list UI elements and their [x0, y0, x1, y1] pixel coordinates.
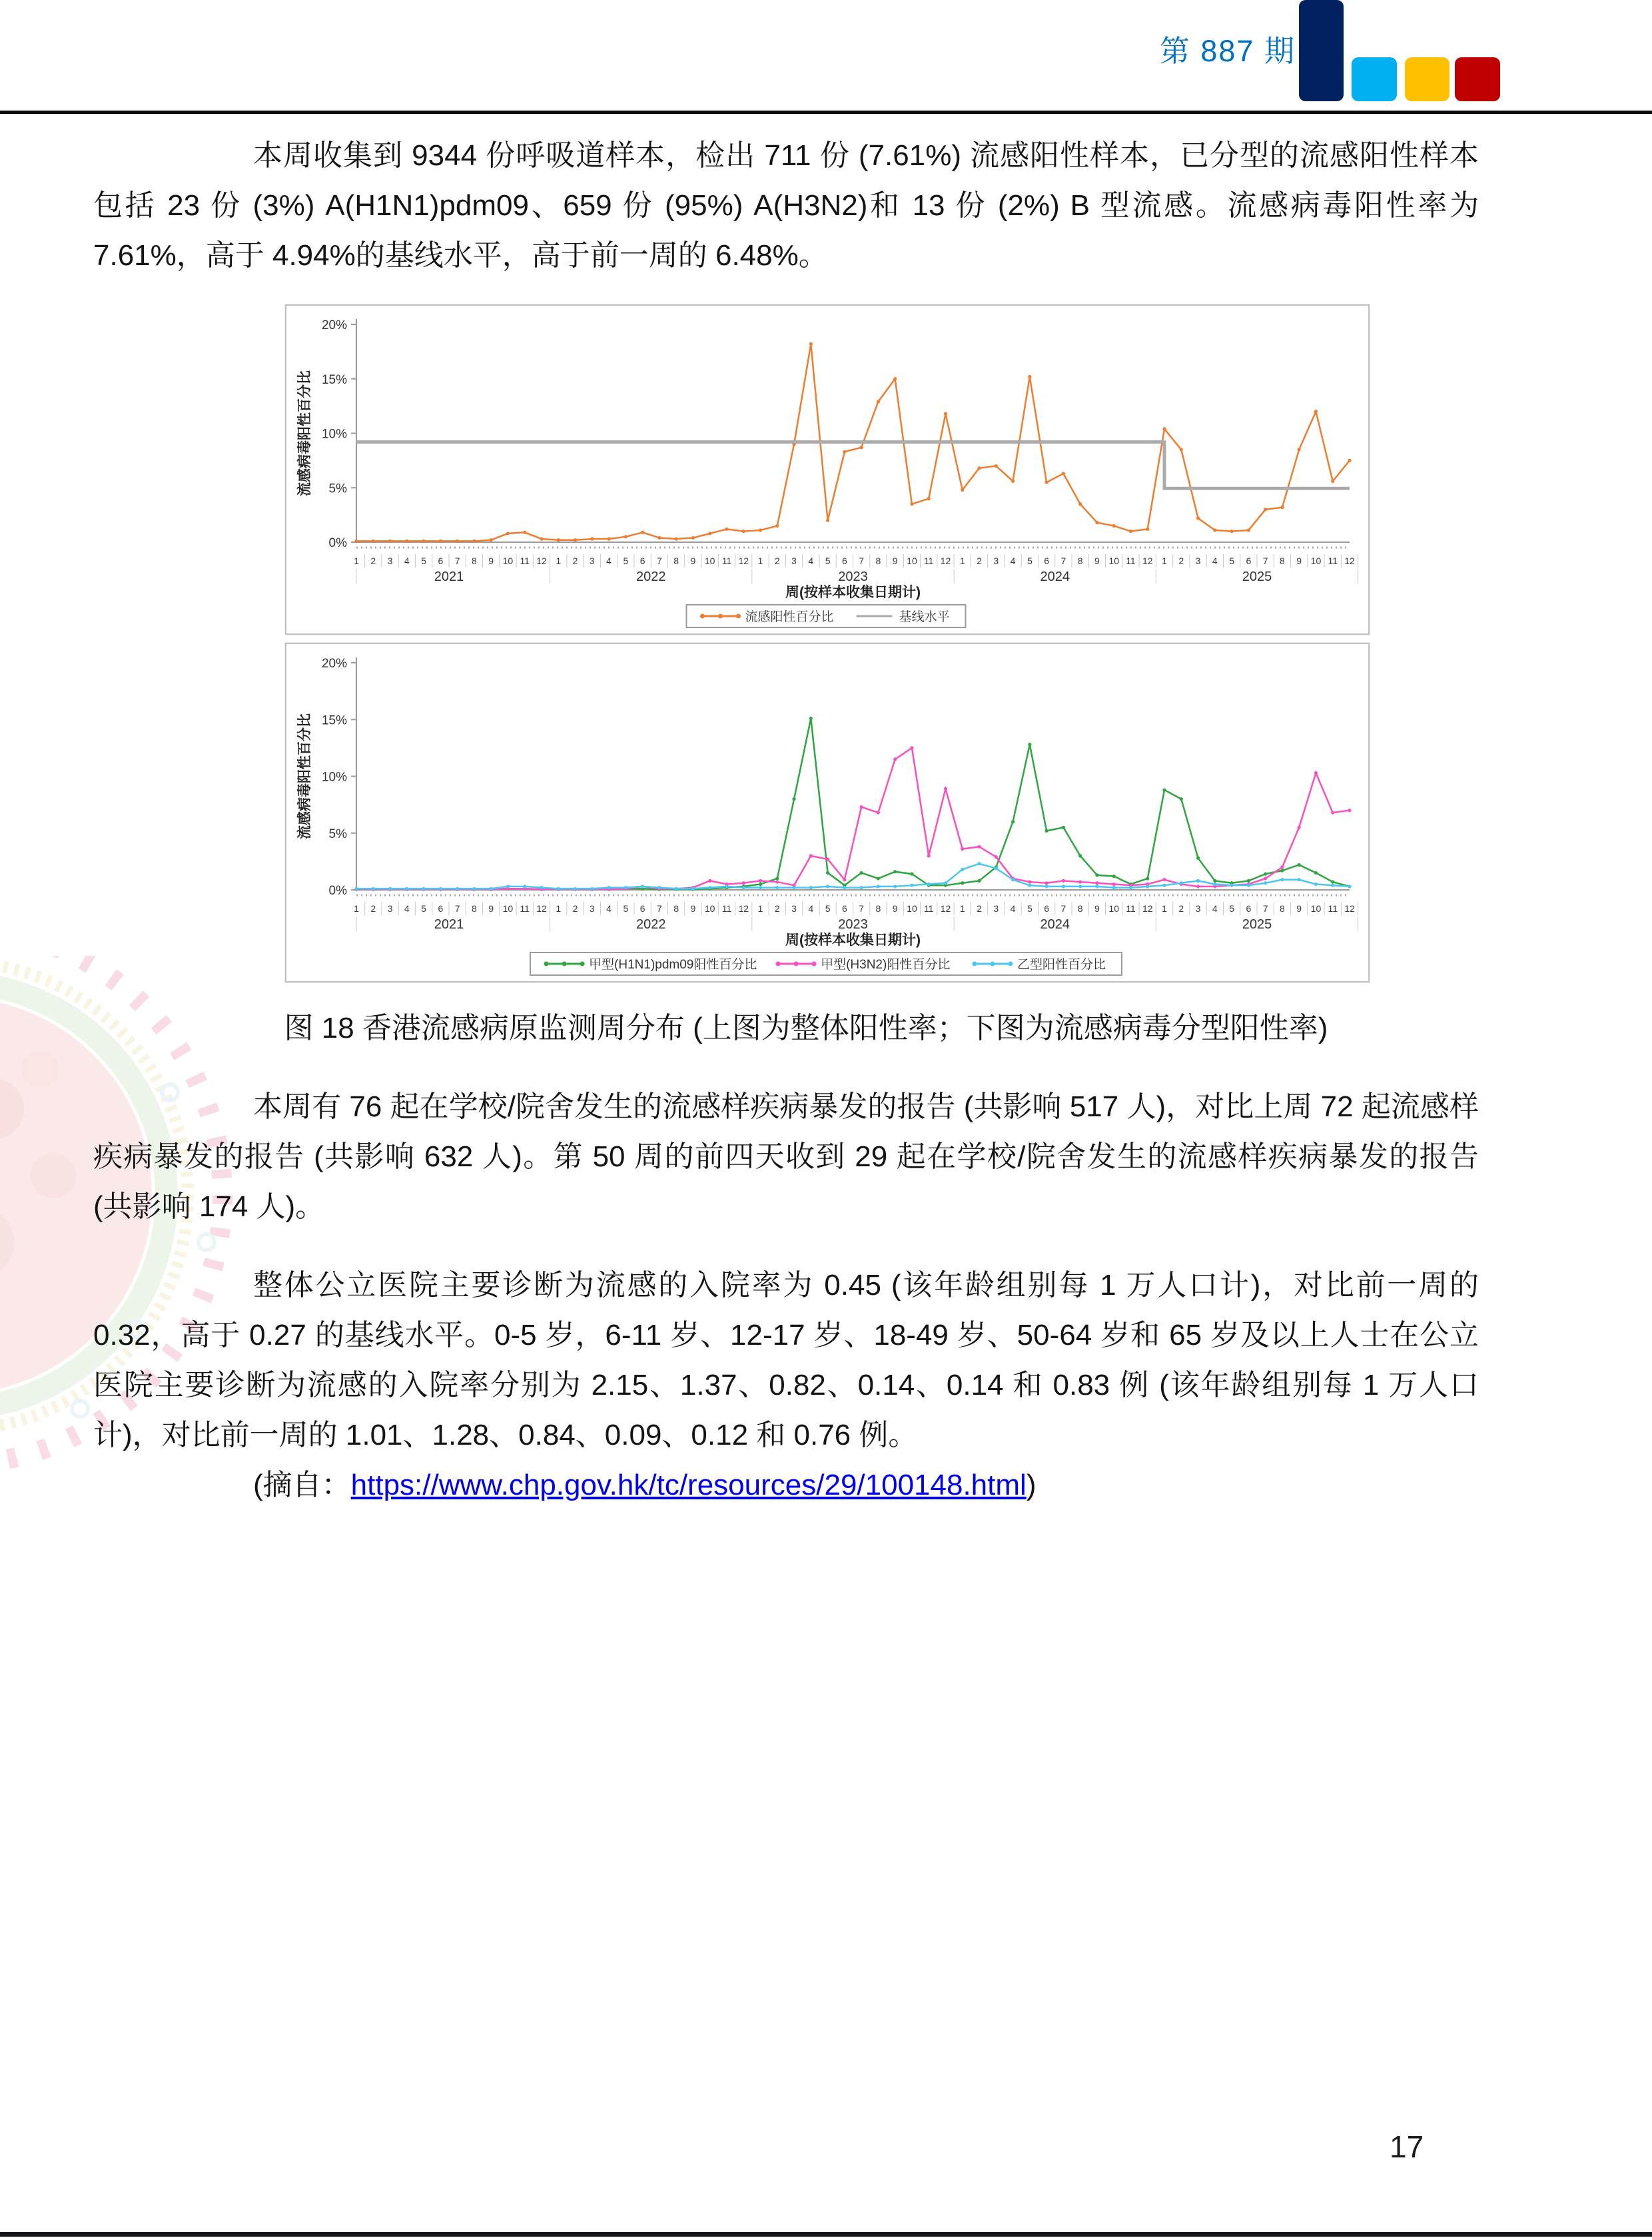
svg-text:4: 4	[606, 903, 612, 915]
svg-text:3: 3	[993, 556, 999, 567]
page-content	[0, 131, 1652, 1510]
svg-text:4: 4	[1212, 556, 1218, 567]
svg-text:11: 11	[1126, 556, 1136, 567]
svg-text:3: 3	[791, 903, 797, 915]
svg-text:8: 8	[875, 903, 881, 915]
source-link[interactable]: https://www.chp.gov.hk/tc/resources/29/100148.html	[350, 1468, 1027, 1501]
svg-text:1: 1	[757, 903, 763, 915]
svg-text:7: 7	[454, 903, 460, 915]
svg-text:6: 6	[841, 556, 847, 567]
svg-text:2: 2	[572, 903, 578, 915]
subtype-positivity-chart	[285, 643, 1370, 982]
paragraph-outbreak-report: 本周有 76 起在学校/院舍发生的流感样疾病暴发的报告 (共影响 517 人)，对比上周 72 起流感样疾病暴发的报告 (共影响 632 人)。第 50 周的前四天收到 29 起在学校/院舍发生的流感样疾病暴发的报告 (共影响 174 人)。	[93, 1090, 1479, 1223]
deco-block-lightblue	[1352, 57, 1397, 101]
svg-text:4: 4	[1010, 556, 1016, 567]
svg-text:2025: 2025	[1242, 917, 1272, 933]
svg-text:11: 11	[520, 903, 530, 915]
svg-text:甲型(H3N2)阳性百分比: 甲型(H3N2)阳性百分比	[821, 958, 951, 972]
svg-text:12: 12	[940, 903, 951, 915]
svg-text:10: 10	[907, 556, 917, 567]
svg-text:1: 1	[1162, 556, 1167, 567]
svg-text:15%: 15%	[321, 373, 347, 388]
svg-text:8: 8	[471, 556, 477, 567]
svg-text:5: 5	[1229, 556, 1235, 567]
svg-text:11: 11	[1328, 556, 1338, 567]
svg-text:2: 2	[977, 903, 982, 915]
svg-text:10%: 10%	[321, 770, 347, 785]
svg-text:0%: 0%	[328, 536, 347, 551]
svg-text:乙型阳性百分比: 乙型阳性百分比	[1017, 958, 1106, 972]
svg-text:3: 3	[1195, 903, 1201, 915]
svg-text:6: 6	[438, 903, 444, 915]
svg-text:1: 1	[556, 903, 562, 915]
svg-text:10: 10	[1310, 556, 1322, 567]
svg-text:2: 2	[370, 556, 376, 567]
svg-text:1: 1	[959, 556, 965, 567]
svg-text:5: 5	[825, 556, 831, 567]
deco-block-yellow	[1405, 57, 1449, 101]
svg-text:2023: 2023	[838, 917, 868, 933]
svg-text:10: 10	[502, 903, 514, 915]
svg-text:2021: 2021	[434, 569, 464, 585]
svg-text:8: 8	[1077, 903, 1083, 915]
svg-text:5: 5	[1229, 903, 1235, 915]
svg-text:11: 11	[1126, 903, 1136, 915]
svg-text:7: 7	[859, 556, 865, 567]
svg-text:7: 7	[859, 903, 865, 915]
svg-text:8: 8	[673, 903, 679, 915]
svg-text:11: 11	[721, 556, 732, 567]
svg-text:9: 9	[488, 556, 494, 567]
svg-text:8: 8	[471, 903, 477, 915]
series-line	[356, 864, 1350, 889]
svg-text:2021: 2021	[434, 917, 464, 933]
svg-text:9: 9	[1094, 556, 1100, 567]
svg-text:12: 12	[536, 556, 547, 567]
svg-text:5%: 5%	[328, 482, 347, 496]
svg-text:9: 9	[488, 903, 494, 915]
svg-text:3: 3	[791, 556, 797, 567]
svg-text:3: 3	[589, 903, 595, 915]
svg-text:10: 10	[704, 556, 715, 567]
figure-18-flu-surveillance-charts	[285, 304, 1370, 982]
svg-text:9: 9	[892, 903, 898, 915]
svg-text:8: 8	[1280, 556, 1285, 567]
svg-text:10: 10	[704, 903, 715, 915]
svg-text:周(按样本收集日期计): 周(按样本收集日期计)	[785, 933, 921, 948]
svg-text:1: 1	[1162, 903, 1167, 915]
svg-text:12: 12	[738, 903, 749, 915]
svg-text:9: 9	[892, 556, 898, 567]
svg-text:6: 6	[1246, 556, 1252, 567]
svg-text:9: 9	[1296, 556, 1302, 567]
svg-text:5: 5	[1027, 556, 1032, 567]
svg-text:8: 8	[1077, 556, 1083, 567]
deco-block-navy	[1299, 0, 1344, 101]
svg-text:甲型(H1N1)pdm09阳性百分比: 甲型(H1N1)pdm09阳性百分比	[589, 958, 757, 972]
svg-text:2: 2	[370, 903, 376, 915]
svg-text:11: 11	[923, 556, 934, 567]
svg-text:10%: 10%	[321, 427, 347, 442]
svg-text:6: 6	[438, 556, 444, 567]
svg-text:2: 2	[774, 903, 780, 915]
svg-text:9: 9	[690, 903, 696, 915]
svg-text:7: 7	[1262, 903, 1268, 915]
svg-text:6: 6	[639, 556, 645, 567]
svg-text:7: 7	[656, 556, 662, 567]
svg-text:4: 4	[404, 903, 410, 915]
svg-text:2023: 2023	[838, 569, 868, 585]
svg-text:10: 10	[1310, 903, 1322, 915]
svg-text:6: 6	[1044, 556, 1050, 567]
svg-text:8: 8	[875, 556, 881, 567]
svg-text:9: 9	[1094, 903, 1100, 915]
svg-text:9: 9	[1296, 903, 1302, 915]
series-line	[356, 719, 1350, 890]
svg-text:2024: 2024	[1040, 917, 1070, 933]
svg-text:2: 2	[977, 556, 982, 567]
svg-text:0%: 0%	[328, 884, 347, 899]
svg-text:8: 8	[1280, 903, 1285, 915]
svg-text:2024: 2024	[1040, 569, 1070, 585]
svg-text:1: 1	[354, 556, 359, 567]
svg-text:5: 5	[1027, 903, 1032, 915]
svg-text:2: 2	[1178, 556, 1184, 567]
overall-positivity-chart	[285, 304, 1370, 635]
svg-text:11: 11	[721, 903, 732, 915]
svg-text:1: 1	[556, 556, 562, 567]
svg-text:12: 12	[1344, 556, 1355, 567]
svg-text:流感病毒阳性百分比: 流感病毒阳性百分比	[297, 713, 312, 840]
svg-text:11: 11	[923, 903, 934, 915]
svg-text:4: 4	[808, 903, 814, 915]
source-prefix: (摘自：	[253, 1468, 351, 1501]
svg-text:10: 10	[907, 903, 917, 915]
svg-text:基线水平: 基线水平	[899, 610, 950, 625]
svg-text:6: 6	[639, 903, 645, 915]
svg-text:11: 11	[1328, 903, 1338, 915]
svg-text:7: 7	[454, 556, 460, 567]
svg-text:周(按样本收集日期计): 周(按样本收集日期计)	[785, 585, 921, 601]
source-suffix: )	[1026, 1468, 1036, 1501]
issue-number: 第 887 期	[1159, 34, 1296, 68]
svg-text:3: 3	[589, 556, 595, 567]
svg-text:11: 11	[520, 556, 530, 567]
svg-text:4: 4	[404, 556, 410, 567]
svg-text:3: 3	[993, 903, 999, 915]
svg-text:流感病毒阳性百分比: 流感病毒阳性百分比	[297, 370, 312, 497]
svg-text:1: 1	[757, 556, 763, 567]
footer-rule	[0, 2232, 1652, 2237]
page-number: 17	[1390, 2129, 1424, 2164]
svg-text:12: 12	[1142, 556, 1153, 567]
svg-text:7: 7	[1060, 903, 1066, 915]
svg-text:3: 3	[1195, 556, 1201, 567]
overall-positivity-chart-svg	[286, 306, 1366, 630]
svg-text:7: 7	[1060, 556, 1066, 567]
svg-text:2022: 2022	[635, 917, 666, 933]
figure-18-caption: 图 18 香港流感病原监测周分布 (上图为整体阳性率；下图为流感病毒分型阳性率)	[284, 1012, 1328, 1045]
svg-text:2: 2	[774, 556, 780, 567]
svg-text:4: 4	[606, 556, 612, 567]
svg-text:12: 12	[1344, 903, 1355, 915]
svg-text:12: 12	[1142, 903, 1153, 915]
svg-text:5: 5	[623, 903, 629, 915]
svg-text:12: 12	[940, 556, 951, 567]
svg-text:6: 6	[1246, 903, 1252, 915]
svg-text:4: 4	[1010, 903, 1016, 915]
svg-text:12: 12	[738, 556, 749, 567]
svg-text:10: 10	[1108, 556, 1119, 567]
svg-text:3: 3	[387, 556, 393, 567]
svg-text:20%: 20%	[321, 318, 347, 333]
svg-text:7: 7	[1262, 556, 1268, 567]
svg-text:6: 6	[841, 903, 847, 915]
svg-text:10: 10	[1108, 903, 1119, 915]
svg-text:6: 6	[1044, 903, 1050, 915]
series-line	[356, 748, 1350, 889]
svg-text:12: 12	[536, 903, 547, 915]
svg-text:1: 1	[959, 903, 965, 915]
svg-text:5: 5	[623, 556, 629, 567]
svg-text:10: 10	[502, 556, 514, 567]
svg-text:3: 3	[387, 903, 393, 915]
svg-text:5: 5	[825, 903, 831, 915]
svg-text:8: 8	[673, 556, 679, 567]
svg-text:2: 2	[1178, 903, 1184, 915]
source-line	[93, 1461, 1479, 1511]
page-header	[0, 0, 1652, 114]
svg-text:5%: 5%	[328, 827, 347, 842]
svg-text:9: 9	[690, 556, 696, 567]
svg-text:4: 4	[1212, 903, 1218, 915]
svg-text:20%: 20%	[321, 657, 347, 671]
svg-text:4: 4	[808, 556, 814, 567]
svg-text:1: 1	[354, 903, 359, 915]
paragraph-flu-sample-summary: 本周收集到 9344 份呼吸道样本，检出 711 份 (7.61%) 流感阳性样本，已分型的流感阳性样本包括 23 份 (3%) A(H1N1)pdm09、659 份 (95%) A(H3N2)和 13 份 (2%) B 型流感。流感病毒阳性率为 7.61%，高于 4.94%的基线水平，高于前一周的 6.48%。	[93, 139, 1479, 272]
svg-text:5: 5	[421, 903, 426, 915]
svg-text:2: 2	[572, 556, 578, 567]
subtype-positivity-chart-svg	[286, 644, 1366, 978]
svg-text:2022: 2022	[635, 569, 666, 585]
svg-text:流感阳性百分比: 流感阳性百分比	[745, 610, 834, 625]
paragraph-admission-rates: 整体公立医院主要诊断为流感的入院率为 0.45 (该年龄组别每 1 万人口计)，对比前一周的 0.32，高于 0.27 的基线水平。0-5 岁，6-11 岁、12-17 岁、18-49 岁、50-64 岁和 65 岁及以上人士在公立医院主要诊断为流感的入院率分别为 2.15、1.37、0.82、0.14、0.14 和 0.83 例 (该年龄组别每 1 万人口计)，对比前一周的 1.01、1.28、0.84、0.09、0.12 和 0.76 例。	[93, 1269, 1479, 1451]
svg-text:5: 5	[421, 556, 426, 567]
deco-block-red	[1455, 57, 1500, 101]
svg-text:15%: 15%	[321, 713, 347, 728]
svg-text:7: 7	[656, 903, 662, 915]
svg-text:2025: 2025	[1242, 569, 1272, 585]
